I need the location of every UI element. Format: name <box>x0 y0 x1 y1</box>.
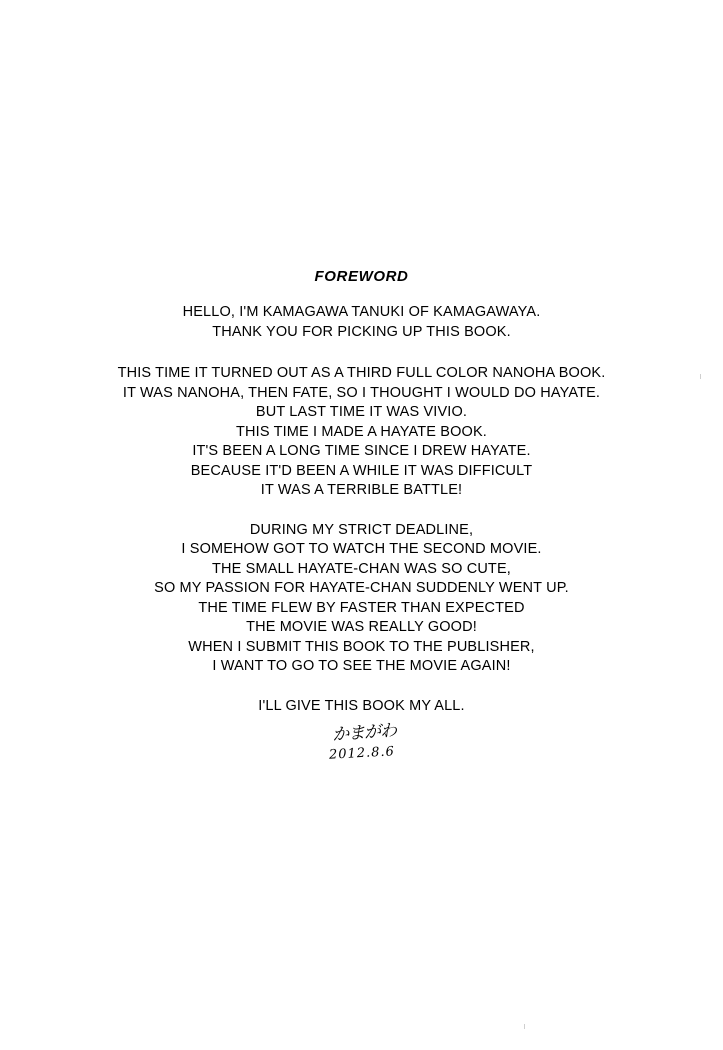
text-line: THANK YOU FOR PICKING UP THIS BOOK. <box>212 323 511 340</box>
spacer <box>0 342 723 364</box>
handwritten-signature: かまがわ <box>331 720 397 746</box>
paragraph-closing <box>0 697 723 717</box>
paragraph-book-history <box>0 364 723 501</box>
text-line: IT'S BEEN A LONG TIME SINCE I DREW HAYATE. <box>192 443 531 459</box>
page-edge-mark <box>524 1024 525 1029</box>
text-line: BUT LAST TIME IT WAS VIVIO. <box>255 404 468 420</box>
text-line: THE TIME FLEW BY FASTER THAN EXPECTED <box>198 599 525 616</box>
foreword-content <box>0 268 723 716</box>
text-line: IT WAS NANOHA, THEN FATE, SO I THOUGHT I WOULD DO HAYATE. <box>122 384 601 401</box>
text-line: I'LL GIVE THIS BOOK MY ALL. <box>258 697 465 714</box>
spacer <box>0 501 723 521</box>
spacer <box>0 677 723 697</box>
paragraph-movie <box>0 521 723 677</box>
text-line: DURING MY STRICT DEADLINE, <box>249 521 474 538</box>
text-line: HELLO, I'M KAMAGAWA TANUKI OF KAMAGAWAYA. <box>182 304 541 320</box>
text-line: THE MOVIE WAS REALLY GOOD! <box>246 619 477 635</box>
text-line: I SOMEHOW GOT TO WATCH THE SECOND MOVIE. <box>181 541 542 557</box>
text-line: SO MY PASSION FOR HAYATE-CHAN SUDDENLY WENT UP. <box>154 580 569 596</box>
signature-block <box>0 718 723 762</box>
text-line: BECAUSE IT'D BEEN A WHILE IT WAS DIFFICULT <box>190 462 533 479</box>
text-line: THE SMALL HAYATE-CHAN WAS SO CUTE, <box>212 560 511 577</box>
page-title: FOREWORD <box>314 268 409 285</box>
text-line: THIS TIME IT TURNED OUT AS A THIRD FULL COLOR NANOHA BOOK. <box>117 365 606 381</box>
signature-date: 2012.8.6 <box>328 744 395 763</box>
text-line: I WANT TO GO TO SEE THE MOVIE AGAIN! <box>212 658 511 674</box>
text-line: THIS TIME I MADE A HAYATE BOOK. <box>236 423 487 440</box>
paragraph-intro <box>0 303 723 342</box>
text-line: WHEN I SUBMIT THIS BOOK TO THE PUBLISHER, <box>188 638 535 655</box>
text-line: IT WAS A TERRIBLE BATTLE! <box>260 482 463 498</box>
